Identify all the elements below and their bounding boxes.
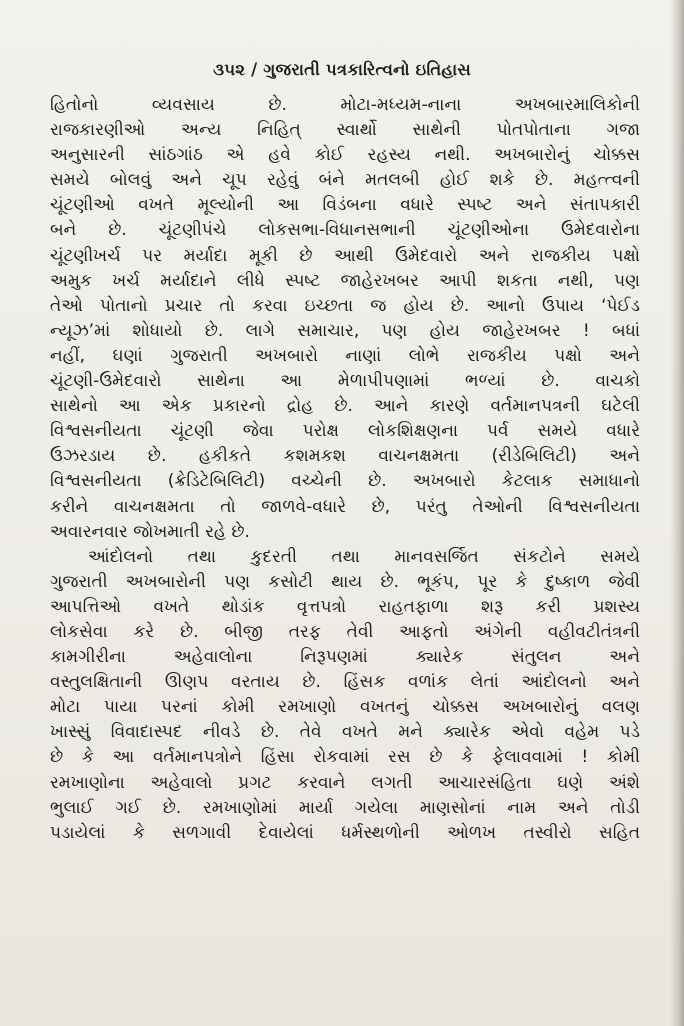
paragraph-1 [50,93,640,545]
text-line: કરીને વાચનક્ષમતા તો જાળવે-વધારે છે, પરંતુ તેઓની વિશ્વસનીયતા [50,496,640,517]
text-line: વિશ્વસનીયતા ચૂંટણી જેવા પરોક્ષ લોકશિક્ષણના પર્વ સમયે વધારે [50,421,640,442]
text-line: નહીં, ઘણાં ગુજરાતી અખબારો નાણાં લોભે રાજકીય પક્ષો અને [50,345,640,366]
text-line: મોટા પાયા પરનાં કોમી રમખાણો વખતનું ચોક્કસ અખબારોનું વલણ [50,697,640,718]
text-line: સમયે બોલવું અને ચૂપ રહેવું બંને મતલબી હોઈ શકે છે. મહત્ત્વની [50,170,640,191]
text-line: કામગીરીના અહેવાલોના નિરૂપણમાં ક્યારેક સંતુલન અને [50,647,640,668]
text-line: ચૂંટણી-ઉમેદવારો સાથેના આ મેળાપીપણામાં ભળ્યાં છે. વાચકો [50,371,640,392]
text-line: વિશ્વસનીયતા (ક્રેડિટેબિલિટી) વચ્ચેની છે. અખબારો કેટલાક સમાધાનો [50,471,640,492]
text-line: આંદોલનો તથા કુદરતી તથા માનવસર્જિત સંકટોને સમયે [88,546,640,567]
text-line: તેઓ પોતાનો પ્રચાર તો કરવા ઇચ્છતા જ હોય છે. આનો ઉપાય ‘પેઈડ [50,295,640,316]
text-line: સાથેનો આ એક પ્રકારનો દ્રોહ છે. આને કારણે વર્તમાનપત્રની ઘટેલી [50,396,640,417]
text-line: રાજકારણીઓ અન્ય નિહિત્ સ્વાર્થો સાથેની પોતપોતાના ગજા [50,120,640,141]
text-line: ભુલાઈ ગઈ છે. રમખાણોમાં માર્યા ગયેલા માણસોનાં નામ અને તોડી [50,797,640,818]
text-line: વસ્તુલક્ષિતાની ઊણપ વરતાય છે. હિંસક વળાંક લેતાં આંદોલનો અને [50,672,640,693]
text-line: ચૂંટણીખર્ચ પર મર્યાદા મૂકી છે આથી ઉમેદવારો અને રાજકીય પક્ષો [50,245,640,266]
text-line: છે કે આ વર્તમાનપત્રોને હિંસા રોકવામાં રસ છે કે ફેલાવવામાં ! કોમી [50,747,640,768]
page-edge-shadow [670,0,684,1026]
text-line: પડાયેલાં કે સળગાવી દેવાયેલાં ધર્મસ્થળોની ઓળખ તસ્વીરો સહિત [50,822,640,843]
text-line: લોકસેવા કરે છે. બીજી તરફ તેવી આફતો અંગેની વહીવટીતંત્રની [50,621,640,642]
running-header: ૩૫૨ / ગુજરાતી પત્રકારિત્વનો ઇતિહાસ [213,60,471,79]
text-line: ઉઝરડાય છે. હકીકતે કશમકશ વાચનક્ષમતા (રીડેબિલિટી) અને [50,446,640,467]
text-line: રમખાણોના અહેવાલો પ્રગટ કરવાને લગતી આચારસંહિતા ઘણે અંશે [50,772,640,793]
text-line: બને છે. ચૂંટણીપંચે લોકસભા-વિધાનસભાની ચૂંટણીઓના ઉમેદવારોના [50,220,640,241]
text-line: ચૂંટણીઓ વખતે મૂલ્યોની આ વિડંબના વધારે સ્પષ્ટ અને સંતાપકારી [50,195,640,216]
body-text [50,93,640,846]
text-line: અનુસારની સાંઠગાંઠ એ હવે કોઈ રહસ્ય નથી. અખબારોનું ચોક્કસ [50,145,640,166]
text-line: હિતોનો વ્યવસાય છે. મોટા-મધ્યમ-નાના અખબારમાલિકોની [50,95,640,115]
paragraph-2 [50,545,640,846]
text-line: આપત્તિઓ વખતે થોડાંક વૃત્તપત્રો રાહતફાળા શરૂ કરી પ્રશસ્ય [50,596,640,617]
text-line: ન્યૂઝ’માં શોધાયો છે. લાગે સમાચાર, પણ હોય જાહેરખબર ! બધાં [50,320,640,341]
text-line: અવારનવાર જોખમાતી રહે છે. [50,521,250,542]
text-line: ખાસ્સું વિવાદાસ્પદ નીવડે છે. તેવે વખતે મને ક્યારેક એવો વહેમ પડે [50,722,640,743]
text-line: અમુક ખર્ચ મર્યાદાને લીધે સ્પષ્ટ જાહેરખબર આપી શકતા નથી, પણ [50,270,640,291]
text-line: ગુજરાતી અખબારોની પણ કસોટી થાય છે. ભૂકંપ, પૂર કે દુષ્કાળ જેવી [50,571,640,592]
